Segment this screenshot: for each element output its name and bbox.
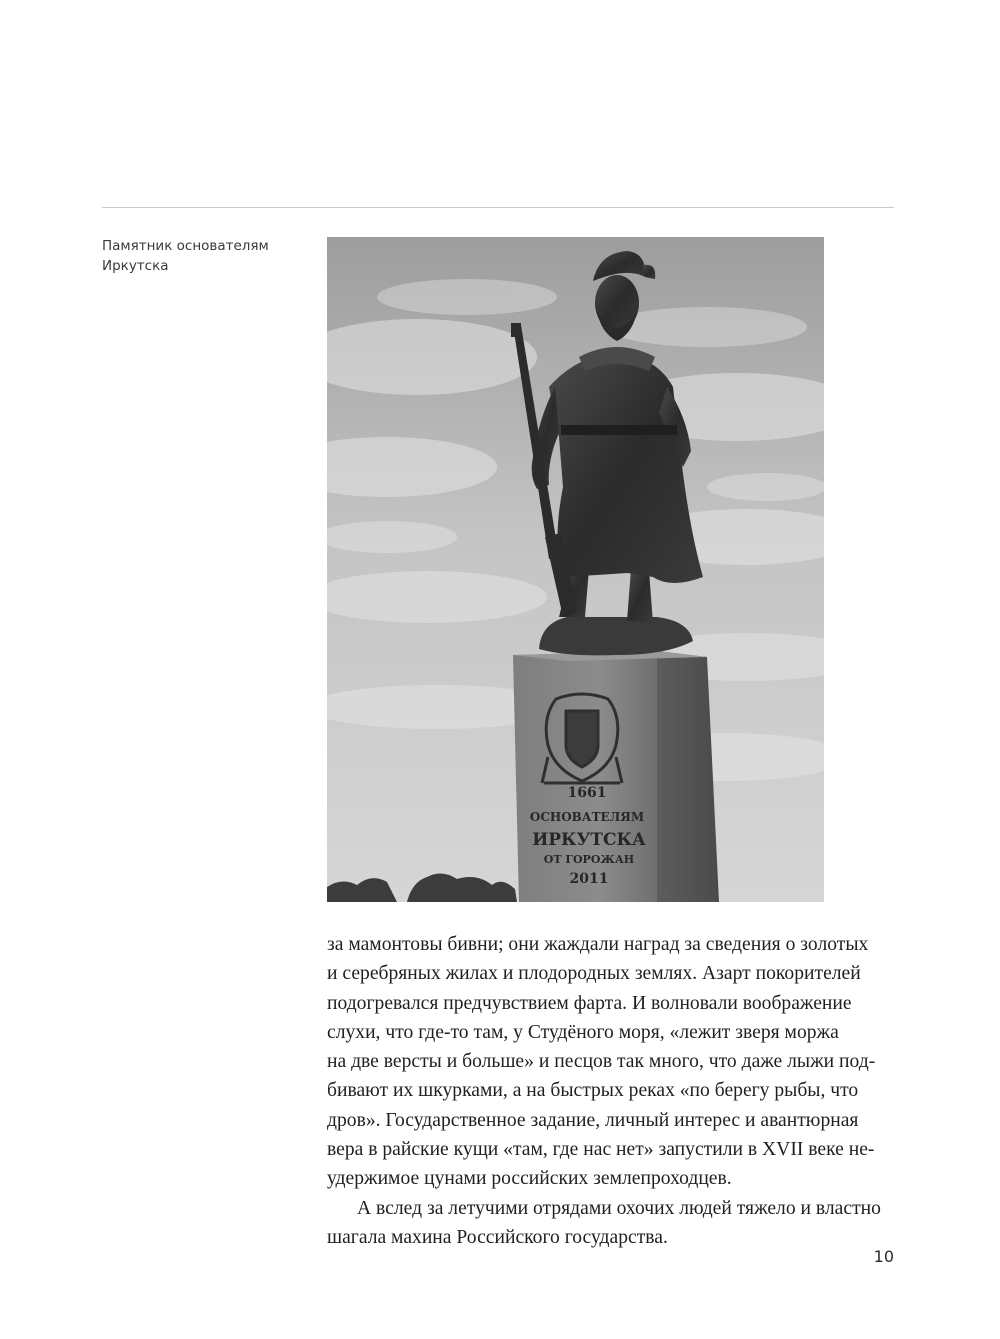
paragraph-2 [327,1194,897,1253]
plaque-year-1: 1661 [567,785,607,801]
text-line: за мамонтовы бивни; они жаждали наград за сведения о золотых [327,934,869,955]
text-line: А вслед за летучими отрядами охочих людей тяжело и властно [357,1197,881,1219]
header-rule [102,207,894,208]
text-line: на две версты и больше» и песцов так много, что даже лыжи под- [327,1051,876,1073]
plaque-line-3: ИРКУТСКА [532,830,646,850]
text-line: вера в райские кущи «там, где нас нет» запустили в XVII веке не- [327,1139,875,1161]
text-line: подогревался предчувствием фарта. И волновали воображение [327,992,852,1014]
plaque-line-4: ОТ ГОРОЖАН [543,853,635,866]
caption-line-1: Памятник основателям [102,238,269,254]
pedestal [513,651,719,902]
paragraph-1 [327,930,897,1194]
body-text [327,930,897,1252]
text-line: шагала махина Российского государства. [327,1226,668,1248]
plaque-line-2: ОСНОВАТЕЛЯМ [529,810,645,824]
page-number: 10 [873,1247,894,1266]
text-line: и серебряных жилах и плодородных землях. Азарт покорителей [327,963,861,985]
text-line: бивают их шкурками, а на быстрых реках «по берегу рыбы, что [327,1080,859,1102]
photo-caption [102,236,302,276]
monument-photo [327,237,824,902]
text-line: дров». Государственное задание, личный интерес и авантюрная [327,1109,859,1131]
text-line: удержимое цунами российских землепроходцев. [327,1168,732,1190]
caption-line-2: Иркутска [102,258,169,274]
text-line: слухи, что где-то там, у Студёного моря, «лежит зверя моржа [327,1021,839,1043]
plaque-year-2: 2011 [569,871,609,887]
